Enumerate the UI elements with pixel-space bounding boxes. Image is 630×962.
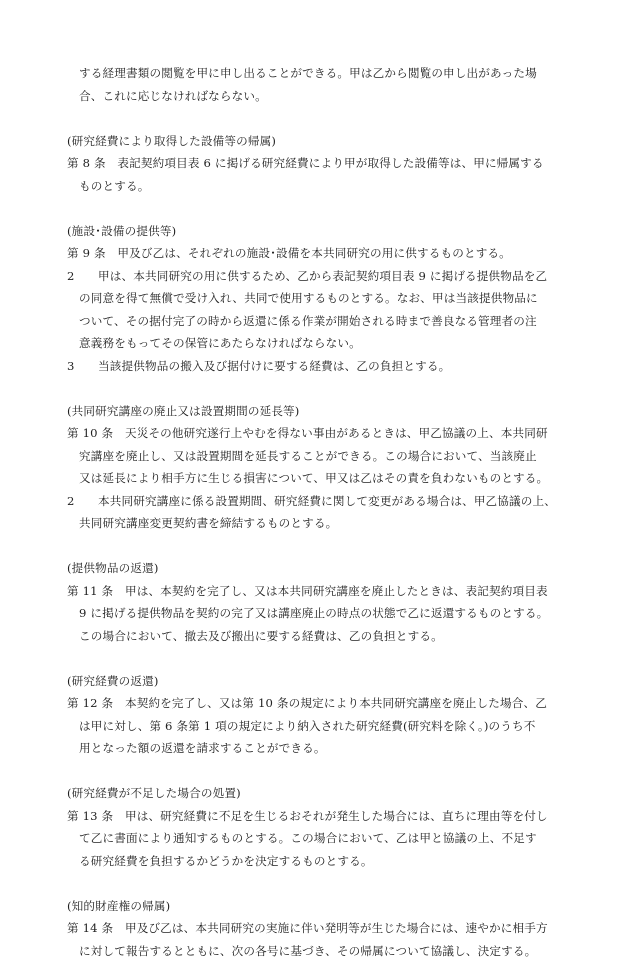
- article-text-line: 3 当該提供物品の搬入及び据付けに要する経費は、乙の負担とする。: [67, 355, 570, 378]
- article-12: [67, 670, 570, 760]
- continued-paragraph: [67, 62, 570, 107]
- article-text-line: の同意を得て無償で受け入れ、共同で使用するものとする。なお、甲は当該提供物品に: [67, 287, 570, 310]
- article-text-line: 第 10 条 天災その他研究遂行上やむを得ない事由があるときは、甲乙協議の上、本共同研: [67, 422, 570, 445]
- article-text-line: 2 甲は、本共同研究の用に供するため、乙から表記契約項目表 9 に掲げる提供物品を乙: [67, 265, 570, 288]
- article-text-line: 2 本共同研究講座に係る設置期間、研究経費に関して変更がある場合は、甲乙協議の上、: [67, 490, 570, 513]
- article-text-line: ものとする。: [67, 175, 570, 198]
- article-heading: (共同研究講座の廃止又は設置期間の延長等): [67, 400, 570, 423]
- article-text-line: 第 11 条 甲は、本契約を完了し、又は本共同研究講座を廃止したときは、表記契約項目表: [67, 580, 570, 603]
- text-line: 合、これに応じなければならない。: [79, 85, 570, 108]
- article-heading: (提供物品の返還): [67, 557, 570, 580]
- article-text-line: に対して報告するとともに、次の各号に基づき、その帰属について協議し、決定する。: [67, 940, 570, 962]
- article-text-line: 共同研究講座変更契約書を締結するものとする。: [67, 512, 570, 535]
- article-heading: (施設･設備の提供等): [67, 220, 570, 243]
- article-text-line: ついて、その据付完了の時から返還に係る作業が開始される時まで善良なる管理者の注: [67, 310, 570, 333]
- article-text-line: 第 12 条 本契約を完了し、又は第 10 条の規定により本共同研究講座を廃止した場合、乙: [67, 692, 570, 715]
- article-heading: (知的財産権の帰属): [67, 895, 570, 918]
- article-text-line: 第 8 条 表記契約項目表 6 に掲げる研究経費により甲が取得した設備等は、甲に帰属する: [67, 152, 570, 175]
- article-text-line: 第 9 条 甲及び乙は、それぞれの施設･設備を本共同研究の用に供するものとする。: [67, 242, 570, 265]
- article-13: [67, 782, 570, 872]
- article-9: [67, 220, 570, 378]
- article-text-line: 究講座を廃止し、又は設置期間を延長することができる。この場合において、当該廃止: [67, 445, 570, 468]
- article-heading: (研究経費により取得した設備等の帰属): [67, 130, 570, 153]
- article-heading: (研究経費が不足した場合の処置): [67, 782, 570, 805]
- article-11: [67, 557, 570, 647]
- article-text-line: 第 13 条 甲は、研究経費に不足を生じるおそれが発生した場合には、直ちに理由等を付し: [67, 805, 570, 828]
- article-heading: (研究経費の返還): [67, 670, 570, 693]
- article-8: [67, 130, 570, 198]
- article-text-line: 用となった額の返還を請求することができる。: [67, 737, 570, 760]
- article-text-line: 9 に掲げる提供物品を契約の完了又は講座廃止の時点の状態で乙に返還するものとする。: [67, 602, 570, 625]
- article-text-line: る研究経費を負担するかどうかを決定するものとする。: [67, 850, 570, 873]
- article-text-line: 意義務をもってその保管にあたらなければならない。: [67, 332, 570, 355]
- article-10: [67, 400, 570, 535]
- article-14: [67, 895, 570, 962]
- article-text-line: て乙に書面により通知するものとする。この場合において、乙は甲と協議の上、不足す: [67, 827, 570, 850]
- article-text-line: 第 14 条 甲及び乙は、本共同研究の実施に伴い発明等が生じた場合には、速やかに相手方: [67, 917, 570, 940]
- article-text-line: は甲に対し、第 6 条第 1 項の規定により納入された研究経費(研究料を除く。)のうち不: [67, 715, 570, 738]
- text-line: する経理書類の閲覧を甲に申し出ることができる。甲は乙から閲覧の申し出があった場: [79, 62, 570, 85]
- article-text-line: 又は延長により相手方に生じる損害について、甲又は乙はその責を負わないものとする。: [67, 467, 570, 490]
- article-text-line: この場合において、撤去及び搬出に要する経費は、乙の負担とする。: [67, 625, 570, 648]
